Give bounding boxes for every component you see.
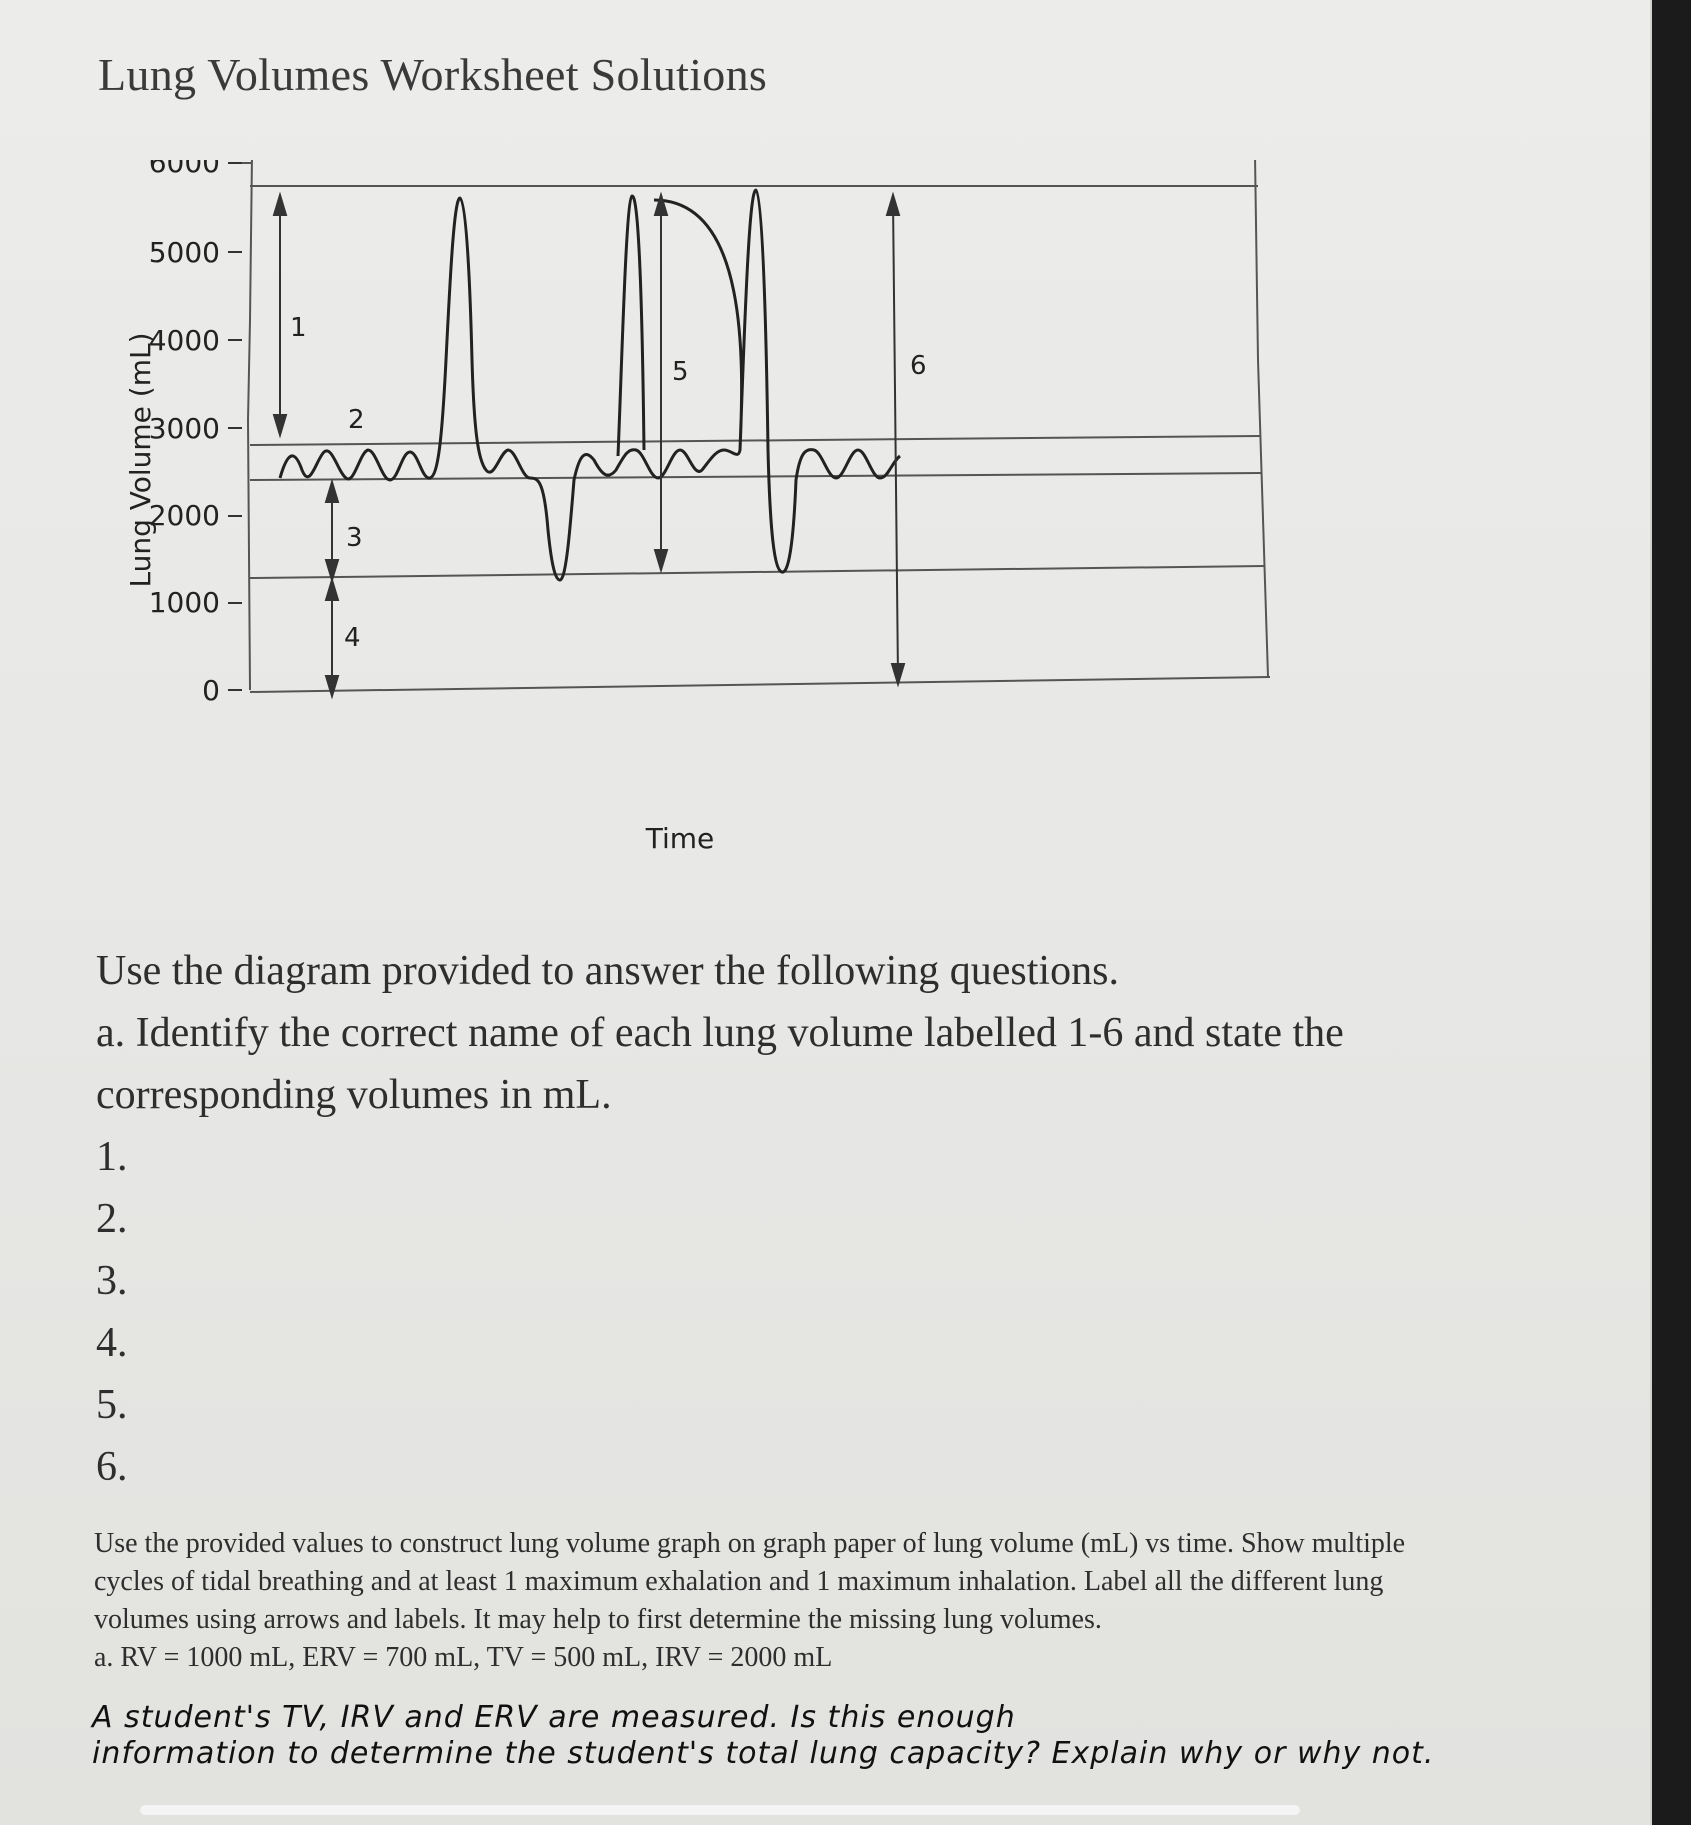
breathing-curve <box>280 190 900 580</box>
volume-label-2: 2 <box>348 405 365 435</box>
instructions-line3: volumes using arrows and labels. It may help to first determine the missing lung volumes. <box>94 1604 1102 1635</box>
y-axis-title: Lung Volume (mL) <box>124 332 157 588</box>
instructions-line1: Use the provided values to construct lung volume graph on graph paper of lung volume (mL) vs time. Show multiple <box>94 1528 1406 1559</box>
y-tick-6000: 6000 <box>148 160 220 179</box>
answer-item-1: 1. <box>96 1134 128 1180</box>
handwritten-line2: information to determine the student's total lung capacity? Explain why or why not. <box>92 1736 1435 1771</box>
y-tick-marks <box>228 163 242 690</box>
horizontal-scrollbar[interactable] <box>140 1805 1300 1815</box>
answer-list <box>96 1126 1636 1498</box>
y-tick-0: 0 <box>202 674 220 707</box>
page-title: Lung Volumes Worksheet Solutions <box>98 49 768 100</box>
y-tick-4000: 4000 <box>148 324 220 357</box>
answer-item-6: 6. <box>96 1444 128 1490</box>
question-a-line1: a. Identify the correct name of each lung volume labelled 1-6 and state the <box>96 1010 1344 1056</box>
volume-label-5: 5 <box>672 357 689 387</box>
y-tick-3000: 3000 <box>148 412 220 445</box>
questions-intro: Use the diagram provided to answer the following questions. <box>96 948 1119 994</box>
volume-label-6: 6 <box>910 351 927 381</box>
handwritten-question <box>92 1700 1652 1772</box>
volume-label-1: 1 <box>290 313 307 343</box>
instructions-line2: cycles of tidal breathing and at least 1 maximum exhalation and 1 maximum inhalation. Label all the different lung <box>94 1566 1384 1597</box>
max-inhalation-spike <box>618 196 644 456</box>
answer-item-4: 4. <box>96 1320 128 1366</box>
y-tick-1000: 1000 <box>148 586 220 619</box>
question-a-line2: corresponding volumes in mL. <box>96 1072 612 1118</box>
instructions-values: a. RV = 1000 mL, ERV = 700 mL, TV = 500 mL, IRV = 2000 mL <box>94 1642 833 1673</box>
x-axis-title: Time <box>645 822 715 855</box>
y-tick-2000: 2000 <box>148 499 220 532</box>
answer-item-2: 2. <box>96 1196 128 1242</box>
graph-instructions <box>94 1525 1594 1677</box>
answer-item-3: 3. <box>96 1258 128 1304</box>
questions-section <box>96 940 1636 1498</box>
lung-volume-diagram <box>120 160 1280 860</box>
volume-label-3: 3 <box>346 523 363 553</box>
handwritten-line1: A student's TV, IRV and ERV are measured. Is this enough <box>92 1700 1016 1735</box>
volume-arrows <box>274 195 904 696</box>
volume-label-4: 4 <box>344 623 361 653</box>
diagram-frame <box>242 160 1270 692</box>
y-tick-5000: 5000 <box>148 236 220 269</box>
answer-item-5: 5. <box>96 1382 128 1428</box>
